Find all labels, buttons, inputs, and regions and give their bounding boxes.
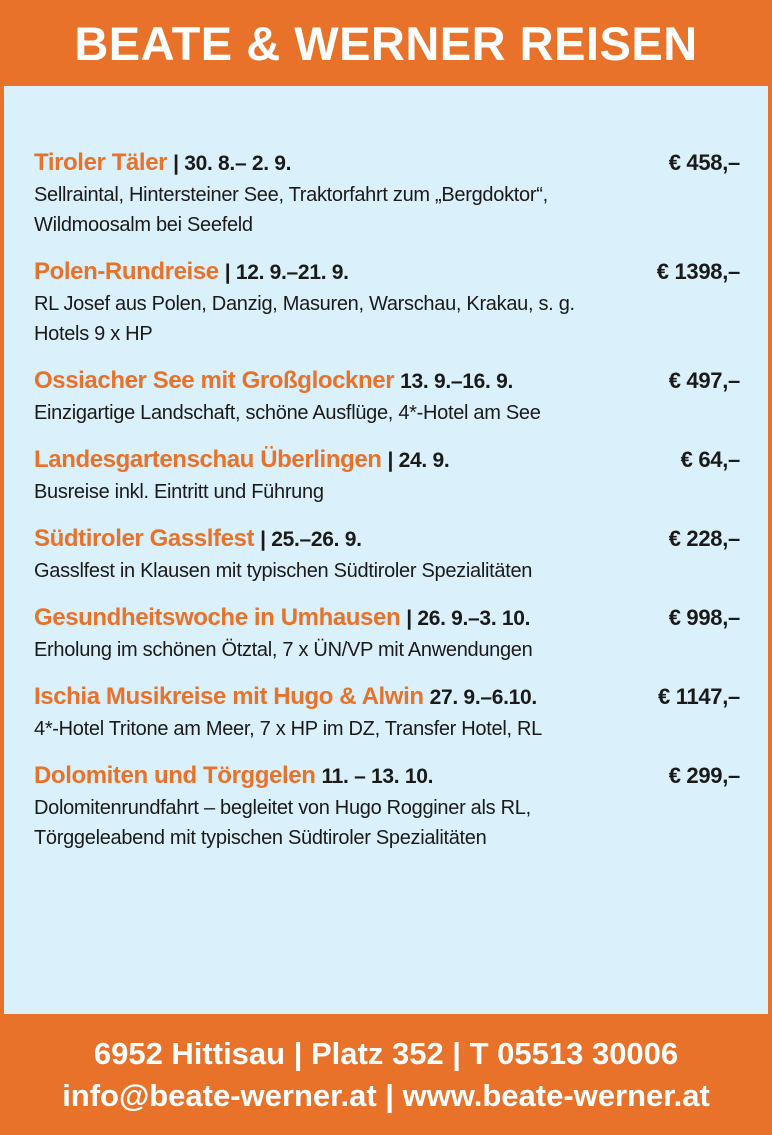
footer-contact: info@beate-werner.at | www.beate-werner.at [62,1077,710,1113]
trip-date: | 12. 9.–21. 9. [224,261,349,284]
trip-date: | 24. 9. [387,449,450,472]
trip-description-line: Dolomitenrundfahrt – begleitet von Hugo Rogginer als RL, [34,797,531,819]
trip-description-line: Busreise inkl. Eintritt und Führung [34,481,324,503]
trip-item [34,255,740,349]
trip-title: Gesundheitswoche in Umhausen [34,604,401,631]
trip-title: Südtiroler Gasslfest [34,525,255,552]
trip-header [34,146,740,180]
trip-item [34,146,740,240]
trip-description-line: Hotels 9 x HP [34,323,153,345]
trip-price: € 497,– [668,368,740,393]
trip-description-line: 4*-Hotel Tritone am Meer, 7 x HP im DZ, Transfer Hotel, RL [34,718,542,740]
trip-item [34,601,740,665]
trip-description-line: Einzigartige Landschaft, schöne Ausflüge, 4*-Hotel am See [34,402,541,424]
trip-description-line: Wildmoosalm bei Seefeld [34,214,253,236]
trip-item [34,364,740,428]
trip-header [34,364,740,398]
trip-price: € 458,– [668,150,740,175]
trip-date: | 30. 8.– 2. 9. [173,152,292,175]
trip-price: € 64,– [680,447,740,472]
trip-item [34,443,740,507]
trip-price: € 228,– [668,526,740,551]
trip-list-panel [4,86,768,1014]
trip-price: € 299,– [668,763,740,788]
header-banner [0,0,772,86]
trip-price: € 1147,– [657,684,740,709]
trip-description-line: Gasslfest in Klausen mit typischen Südtiroler Spezialitäten [34,560,533,582]
trip-list [34,146,740,868]
trip-date: | 26. 9.–3. 10. [406,607,531,630]
trip-header [34,255,740,289]
footer-address: 6952 Hittisau | Platz 352 | T 05513 30006 [93,1035,679,1071]
trip-title: Tiroler Täler [34,149,168,176]
trip-date: 27. 9.–6.10. [429,686,537,709]
trip-header [34,601,740,635]
trip-description-line: RL Josef aus Polen, Danzig, Masuren, Warschau, Krakau, s. g. [34,293,575,315]
trip-title: Dolomiten und Törggelen [34,762,316,789]
trip-title: Ossiacher See mit Großglockner [34,367,395,394]
trip-title: Ischia Musikreise mit Hugo & Alwin [34,683,424,710]
page-title: BEATE & WERNER REISEN [74,16,698,70]
trip-item [34,680,740,744]
trip-item [34,522,740,586]
trip-header [34,759,740,793]
trip-item [34,759,740,853]
trip-description-line: Sellraintal, Hintersteiner See, Traktorfahrt zum „Bergdoktor“, [34,184,548,206]
footer-banner [0,1014,772,1135]
trip-description-line: Erholung im schönen Ötztal, 7 x ÜN/VP mit Anwendungen [34,639,533,661]
trip-date: 11. – 13. 10. [321,765,434,788]
trip-date: | 25.–26. 9. [260,528,362,551]
trip-header [34,522,740,556]
trip-description-line: Törggeleabend mit typischen Südtiroler Spezialitäten [34,827,487,849]
trip-price: € 1398,– [656,259,740,284]
trip-title: Polen-Rundreise [34,258,219,285]
trip-header [34,443,740,477]
trip-date: 13. 9.–16. 9. [400,370,514,393]
trip-title: Landesgartenschau Überlingen [34,446,382,473]
trip-price: € 998,– [668,605,740,630]
trip-header [34,680,740,714]
